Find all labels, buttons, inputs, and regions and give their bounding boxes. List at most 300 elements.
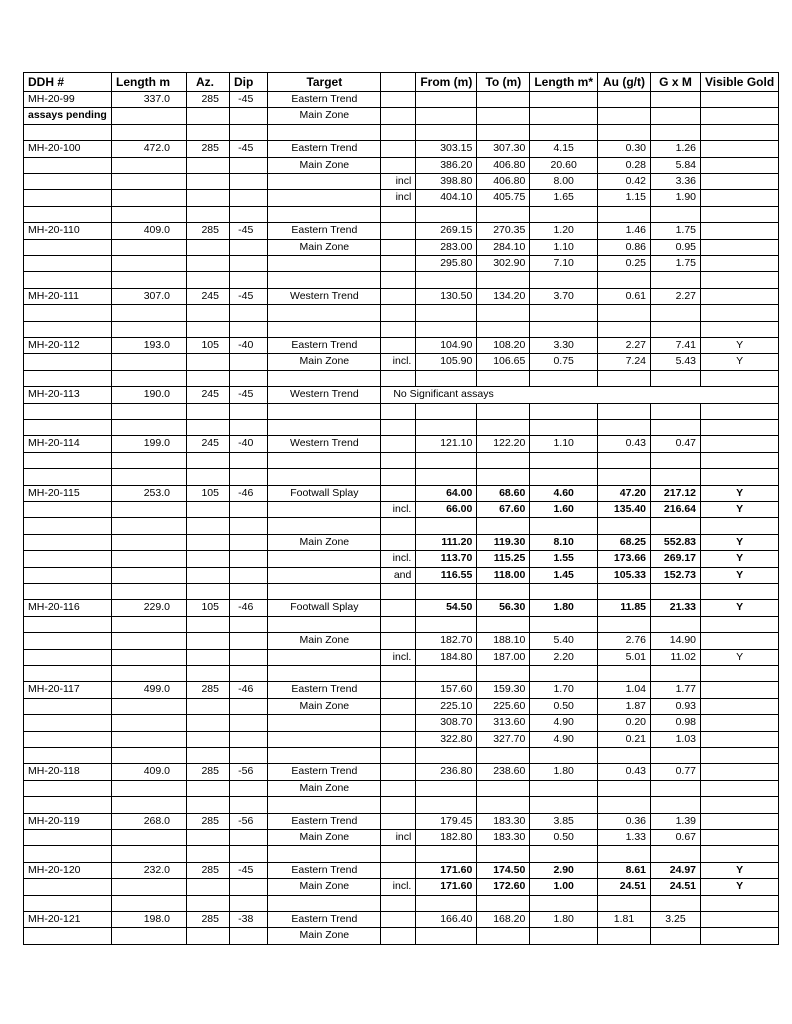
- table-cell: 20.60: [530, 157, 598, 173]
- table-row: [24, 256, 779, 272]
- table-cell: [268, 666, 381, 682]
- table-cell: [112, 206, 187, 222]
- table-cell: [187, 879, 230, 895]
- table-cell: 21.33: [651, 600, 701, 616]
- table-cell: 1.75: [651, 223, 701, 239]
- table-cell: [381, 256, 416, 272]
- table-cell: [701, 682, 779, 698]
- table-cell: 184.80: [416, 649, 477, 665]
- table-cell: [701, 420, 779, 436]
- table-cell: [187, 534, 230, 550]
- table-row: [24, 387, 779, 403]
- table-cell: -45: [230, 92, 268, 108]
- table-cell: [112, 895, 187, 911]
- table-row: [24, 813, 779, 829]
- table-cell: Main Zone: [268, 830, 381, 846]
- table-cell: [187, 190, 230, 206]
- table-cell: [268, 584, 381, 600]
- table-cell: [268, 174, 381, 190]
- table-cell: 285: [187, 682, 230, 698]
- table-cell: 122.20: [477, 436, 530, 452]
- table-row: [24, 600, 779, 616]
- table-cell: [24, 797, 112, 813]
- table-cell: Main Zone: [268, 879, 381, 895]
- table-cell: [701, 223, 779, 239]
- table-cell: 190.0: [112, 387, 187, 403]
- table-cell: [381, 239, 416, 255]
- table-cell: [112, 518, 187, 534]
- table-cell: [187, 616, 230, 632]
- table-cell: [24, 633, 112, 649]
- table-cell: 327.70: [477, 731, 530, 747]
- table-cell: [651, 272, 701, 288]
- table-row: [24, 633, 779, 649]
- table-cell: 245: [187, 387, 230, 403]
- table-row: [24, 174, 779, 190]
- table-cell: 0.21: [598, 731, 651, 747]
- table-cell: [416, 452, 477, 468]
- table-cell: 171.60: [416, 862, 477, 878]
- table-cell: [112, 108, 187, 124]
- table-cell: [598, 272, 651, 288]
- table-cell: [530, 452, 598, 468]
- table-cell: [230, 157, 268, 173]
- table-cell: 1.77: [651, 682, 701, 698]
- table-cell: [187, 403, 230, 419]
- column-header: Visible Gold: [701, 73, 779, 92]
- table-cell: [268, 452, 381, 468]
- table-cell: [268, 748, 381, 764]
- table-cell: [651, 370, 701, 386]
- table-cell: [598, 321, 651, 337]
- table-cell: 499.0: [112, 682, 187, 698]
- table-cell: MH-20-113: [24, 387, 112, 403]
- table-cell: [701, 616, 779, 632]
- table-cell: [598, 370, 651, 386]
- table-cell: incl.: [381, 649, 416, 665]
- table-cell: [701, 436, 779, 452]
- table-cell: [701, 797, 779, 813]
- table-cell: 8.10: [530, 534, 598, 550]
- table-cell: [230, 321, 268, 337]
- table-cell: [477, 928, 530, 944]
- table-cell: [651, 420, 701, 436]
- table-cell: [701, 731, 779, 747]
- table-cell: [598, 108, 651, 124]
- table-cell: [187, 846, 230, 862]
- table-cell: [381, 420, 416, 436]
- table-cell: [416, 108, 477, 124]
- table-cell: [381, 305, 416, 321]
- table-cell: [187, 567, 230, 583]
- table-cell: [230, 666, 268, 682]
- table-cell: [24, 830, 112, 846]
- table-cell: [268, 731, 381, 747]
- table-row: [24, 288, 779, 304]
- table-cell: [187, 272, 230, 288]
- table-cell: Main Zone: [268, 239, 381, 255]
- table-cell: [381, 813, 416, 829]
- table-cell: [530, 420, 598, 436]
- table-cell: [477, 846, 530, 862]
- table-cell: [701, 108, 779, 124]
- table-cell: [598, 895, 651, 911]
- table-cell: -38: [230, 912, 268, 928]
- table-cell: 67.60: [477, 502, 530, 518]
- table-cell: [187, 206, 230, 222]
- table-cell: [530, 321, 598, 337]
- table-row: [24, 928, 779, 944]
- table-cell: [230, 780, 268, 796]
- table-cell: [187, 157, 230, 173]
- table-cell: [381, 912, 416, 928]
- table-cell: [701, 190, 779, 206]
- table-cell: 1.80: [530, 600, 598, 616]
- table-cell: [381, 731, 416, 747]
- table-cell: incl.: [381, 879, 416, 895]
- table-row: [24, 485, 779, 501]
- table-cell: [230, 206, 268, 222]
- table-cell: 106.65: [477, 354, 530, 370]
- table-cell: 1.80: [530, 764, 598, 780]
- table-cell: [530, 518, 598, 534]
- table-cell: [112, 403, 187, 419]
- table-cell: [381, 485, 416, 501]
- column-header: Az.: [187, 73, 230, 92]
- table-cell: [381, 370, 416, 386]
- table-cell: [651, 846, 701, 862]
- table-cell: 171.60: [416, 879, 477, 895]
- table-cell: [230, 846, 268, 862]
- table-cell: [477, 748, 530, 764]
- table-cell: [187, 748, 230, 764]
- table-cell: [24, 174, 112, 190]
- table-cell: [477, 92, 530, 108]
- table-cell: [651, 518, 701, 534]
- no-significant-assays-note: No Significant assays: [381, 387, 779, 403]
- table-cell: [187, 174, 230, 190]
- table-cell: [230, 879, 268, 895]
- table-cell: [112, 846, 187, 862]
- table-cell: [416, 584, 477, 600]
- table-cell: [530, 108, 598, 124]
- table-cell: Main Zone: [268, 108, 381, 124]
- table-cell: [24, 190, 112, 206]
- table-cell: 1.46: [598, 223, 651, 239]
- table-cell: -40: [230, 436, 268, 452]
- table-cell: Western Trend: [268, 436, 381, 452]
- table-cell: incl.: [381, 354, 416, 370]
- table-row: [24, 846, 779, 862]
- table-cell: [187, 124, 230, 140]
- table-cell: 105: [187, 600, 230, 616]
- table-cell: [268, 420, 381, 436]
- table-cell: [651, 403, 701, 419]
- table-row: [24, 616, 779, 632]
- table-cell: [112, 698, 187, 714]
- table-cell: [230, 239, 268, 255]
- table-cell: [416, 616, 477, 632]
- table-cell: 552.83: [651, 534, 701, 550]
- table-cell: 68.60: [477, 485, 530, 501]
- table-cell: [381, 780, 416, 796]
- column-header: Target: [268, 73, 381, 92]
- table-cell: [530, 780, 598, 796]
- table-cell: [598, 846, 651, 862]
- table-cell: 406.80: [477, 174, 530, 190]
- table-cell: [187, 928, 230, 944]
- table-cell: [477, 895, 530, 911]
- table-cell: -46: [230, 485, 268, 501]
- table-row: [24, 518, 779, 534]
- table-row: [24, 748, 779, 764]
- table-cell: Footwall Splay: [268, 485, 381, 501]
- table-cell: [112, 633, 187, 649]
- table-cell: [701, 830, 779, 846]
- table-cell: [416, 895, 477, 911]
- table-cell: 0.30: [598, 141, 651, 157]
- table-cell: Western Trend: [268, 387, 381, 403]
- table-cell: Eastern Trend: [268, 813, 381, 829]
- table-cell: [477, 108, 530, 124]
- table-cell: [701, 846, 779, 862]
- table-cell: [701, 321, 779, 337]
- table-cell: 3.70: [530, 288, 598, 304]
- table-row: [24, 830, 779, 846]
- table-cell: [381, 338, 416, 354]
- table-cell: [381, 846, 416, 862]
- table-cell: MH-20-119: [24, 813, 112, 829]
- table-cell: [230, 567, 268, 583]
- table-cell: [268, 305, 381, 321]
- table-cell: 5.84: [651, 157, 701, 173]
- table-cell: 7.24: [598, 354, 651, 370]
- column-header: Au (g/t): [598, 73, 651, 92]
- table-cell: 183.30: [477, 830, 530, 846]
- table-cell: [268, 272, 381, 288]
- table-cell: [416, 206, 477, 222]
- table-cell: 406.80: [477, 157, 530, 173]
- table-cell: 0.77: [651, 764, 701, 780]
- table-cell: [381, 895, 416, 911]
- column-header: G x M: [651, 73, 701, 92]
- table-cell: MH-20-112: [24, 338, 112, 354]
- table-cell: [701, 780, 779, 796]
- table-cell: 1.65: [530, 190, 598, 206]
- table-cell: 1.45: [530, 567, 598, 583]
- table-cell: [112, 616, 187, 632]
- table-cell: [701, 92, 779, 108]
- table-cell: [381, 288, 416, 304]
- table-cell: [598, 92, 651, 108]
- table-cell: 268.0: [112, 813, 187, 829]
- table-cell: 398.80: [416, 174, 477, 190]
- table-cell: 229.0: [112, 600, 187, 616]
- table-cell: [24, 895, 112, 911]
- table-cell: [651, 469, 701, 485]
- table-cell: [416, 370, 477, 386]
- table-cell: [24, 534, 112, 550]
- table-cell: 1.39: [651, 813, 701, 829]
- table-cell: 4.90: [530, 731, 598, 747]
- table-cell: [24, 403, 112, 419]
- table-cell: [187, 649, 230, 665]
- table-cell: 11.85: [598, 600, 651, 616]
- table-cell: [651, 124, 701, 140]
- table-cell: 3.25: [651, 912, 701, 928]
- table-cell: [416, 797, 477, 813]
- table-cell: [112, 534, 187, 550]
- table-cell: 3.36: [651, 174, 701, 190]
- table-header-row: [24, 73, 779, 92]
- table-cell: 116.55: [416, 567, 477, 583]
- table-cell: [701, 895, 779, 911]
- table-cell: 307.30: [477, 141, 530, 157]
- table-cell: [477, 797, 530, 813]
- table-cell: 0.42: [598, 174, 651, 190]
- table-cell: [598, 469, 651, 485]
- table-cell: 307.0: [112, 288, 187, 304]
- table-cell: [477, 370, 530, 386]
- table-row: [24, 715, 779, 731]
- table-cell: [416, 420, 477, 436]
- table-cell: Y: [701, 354, 779, 370]
- table-cell: -45: [230, 387, 268, 403]
- table-cell: 1.04: [598, 682, 651, 698]
- table-cell: 14.90: [651, 633, 701, 649]
- table-cell: MH-20-115: [24, 485, 112, 501]
- table-cell: 168.20: [477, 912, 530, 928]
- table-cell: [701, 715, 779, 731]
- table-row: [24, 92, 779, 108]
- table-cell: Y: [701, 879, 779, 895]
- table-cell: [24, 502, 112, 518]
- table-cell: [701, 764, 779, 780]
- table-cell: 409.0: [112, 764, 187, 780]
- table-row: [24, 780, 779, 796]
- table-cell: 285: [187, 912, 230, 928]
- table-cell: 225.60: [477, 698, 530, 714]
- table-cell: 253.0: [112, 485, 187, 501]
- table-cell: [477, 305, 530, 321]
- table-cell: [112, 797, 187, 813]
- table-cell: [24, 239, 112, 255]
- table-cell: [416, 305, 477, 321]
- table-cell: incl: [381, 174, 416, 190]
- column-header: Length m: [112, 73, 187, 92]
- table-cell: 187.00: [477, 649, 530, 665]
- table-cell: 24.97: [651, 862, 701, 878]
- table-cell: 1.03: [651, 731, 701, 747]
- table-cell: -56: [230, 813, 268, 829]
- table-cell: [416, 518, 477, 534]
- table-cell: [24, 256, 112, 272]
- table-cell: [598, 584, 651, 600]
- table-cell: [477, 420, 530, 436]
- table-cell: [187, 256, 230, 272]
- table-cell: 182.70: [416, 633, 477, 649]
- table-cell: Y: [701, 649, 779, 665]
- table-cell: 135.40: [598, 502, 651, 518]
- table-cell: [651, 666, 701, 682]
- table-row: [24, 206, 779, 222]
- table-cell: 404.10: [416, 190, 477, 206]
- table-cell: [230, 551, 268, 567]
- column-header: Dip: [230, 73, 268, 92]
- table-cell: [230, 616, 268, 632]
- table-cell: [187, 551, 230, 567]
- table-cell: 66.00: [416, 502, 477, 518]
- table-cell: [187, 715, 230, 731]
- table-row: [24, 141, 779, 157]
- table-cell: [230, 420, 268, 436]
- table-cell: [24, 305, 112, 321]
- table-cell: [112, 272, 187, 288]
- table-cell: [24, 879, 112, 895]
- table-cell: 5.43: [651, 354, 701, 370]
- table-cell: 198.0: [112, 912, 187, 928]
- table-cell: 216.64: [651, 502, 701, 518]
- table-row: [24, 354, 779, 370]
- table-cell: [416, 403, 477, 419]
- table-cell: 1.81: [598, 912, 651, 928]
- table-cell: [416, 124, 477, 140]
- table-cell: Y: [701, 338, 779, 354]
- table-cell: [112, 584, 187, 600]
- table-cell: Eastern Trend: [268, 338, 381, 354]
- table-cell: 8.61: [598, 862, 651, 878]
- table-cell: 174.50: [477, 862, 530, 878]
- table-cell: [268, 469, 381, 485]
- table-cell: [24, 321, 112, 337]
- table-cell: [268, 321, 381, 337]
- table-cell: [701, 239, 779, 255]
- table-cell: [230, 354, 268, 370]
- table-cell: 172.60: [477, 879, 530, 895]
- table-cell: [24, 469, 112, 485]
- table-cell: 245: [187, 288, 230, 304]
- table-cell: [112, 731, 187, 747]
- table-cell: [530, 846, 598, 862]
- table-cell: [477, 321, 530, 337]
- table-cell: MH-20-114: [24, 436, 112, 452]
- table-cell: 0.28: [598, 157, 651, 173]
- table-cell: 188.10: [477, 633, 530, 649]
- table-cell: [701, 403, 779, 419]
- table-cell: [701, 141, 779, 157]
- table-cell: [187, 305, 230, 321]
- table-cell: 183.30: [477, 813, 530, 829]
- table-cell: 0.95: [651, 239, 701, 255]
- table-cell: 157.60: [416, 682, 477, 698]
- table-cell: Main Zone: [268, 928, 381, 944]
- table-cell: [416, 92, 477, 108]
- table-cell: 173.66: [598, 551, 651, 567]
- table-cell: Eastern Trend: [268, 92, 381, 108]
- table-row: [24, 567, 779, 583]
- table-cell: [416, 666, 477, 682]
- table-cell: and: [381, 567, 416, 583]
- table-cell: 4.15: [530, 141, 598, 157]
- table-cell: 308.70: [416, 715, 477, 731]
- table-cell: Eastern Trend: [268, 682, 381, 698]
- table-cell: [268, 715, 381, 731]
- table-cell: 2.76: [598, 633, 651, 649]
- table-cell: [112, 830, 187, 846]
- table-cell: [651, 584, 701, 600]
- table-cell: [701, 452, 779, 468]
- table-cell: [651, 452, 701, 468]
